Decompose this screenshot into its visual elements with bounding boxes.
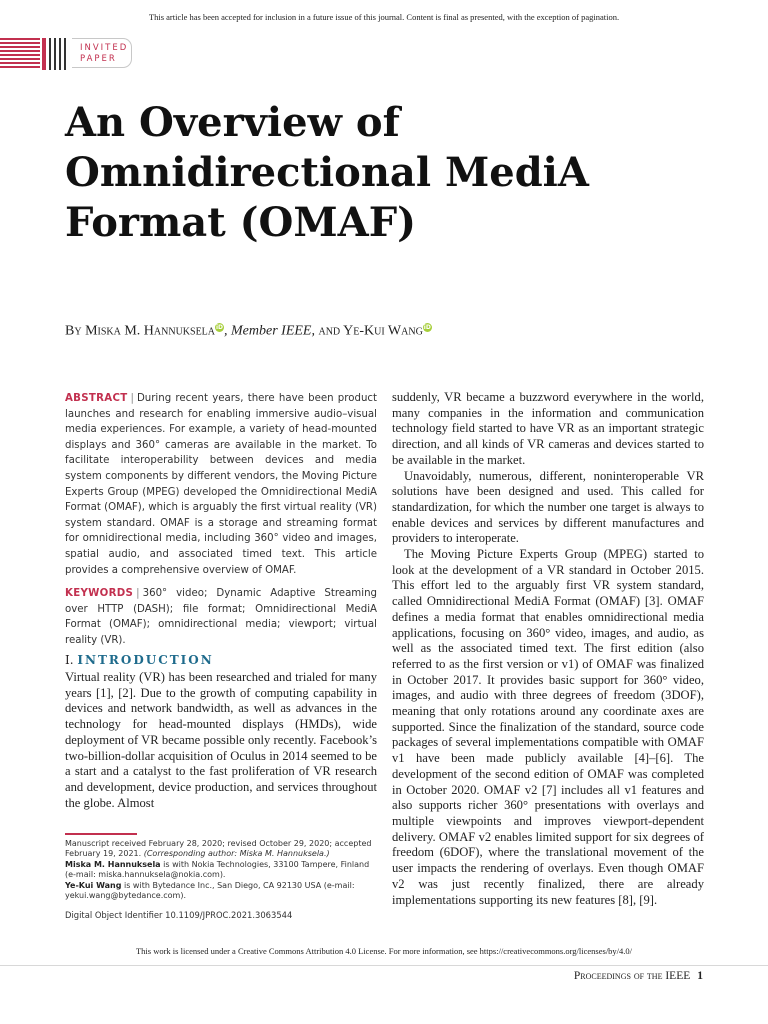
byline-and: and bbox=[314, 323, 344, 339]
acceptance-notice: This article has been accepted for inclusion in a future issue of this journal. Content is final as presented, with the exception of pagination. bbox=[148, 12, 620, 22]
orcid-icon[interactable]: iD bbox=[423, 324, 431, 331]
badge-bar-decoration bbox=[42, 38, 46, 70]
orcid-icon[interactable]: iD bbox=[215, 324, 224, 331]
member-ieee-label: , Member IEEE, bbox=[224, 323, 315, 339]
doi-identifier[interactable]: Digital Object Identifier 10.1109/JPROC.2021.3063544 bbox=[65, 910, 293, 920]
abstract bbox=[65, 391, 377, 578]
badge-line-1: INVITED bbox=[80, 43, 129, 53]
byline-by: By bbox=[65, 323, 82, 339]
abstract-label: ABSTRACT bbox=[65, 393, 128, 404]
badge-stripes-decoration bbox=[0, 38, 40, 70]
page-number: 1 bbox=[697, 970, 703, 982]
footnote-author-2 bbox=[65, 881, 377, 902]
abstract-separator: | bbox=[130, 393, 134, 404]
badge-label-box bbox=[72, 38, 132, 68]
intro-paragraph-3: The Moving Picture Experts Group (MPEG) started to look at the development of a VR standard in October 2015. This effort led to the arguably first VR system standard, called Omnidirectional MediA Format (OMAF) [3]. OMAF defines a media format that enables omnidirectional media applications, focusing on 360° video, images, and audio, as well as the associated timed text. The first edition (also referred to as the first version or v1) of OMAF was finalized in October 2017. It provides basic support for 360° video, images, and audio with three degrees of freedom (3DOF), meaning that only rotations around any coordinate axes are supported. Since the finalization of the standard, source code packages of several implementations compatible with OMAF v1 have been made publicly available [4]–[6]. The development of the second edition of OMAF was completed in October 2020. OMAF v2 [7] includes all v1 features and also supports richer 360° presentations with overlays and multiple viewpoints and improves viewport-dependent delivery. OMAF v2 enables limited support for six degrees of freedom (6DOF), where the translational movement of the user impacts the rendering of overlays. Even though OMAF v2 was just recently finalized, there are already implementations supporting its new features [8], [9]. bbox=[392, 547, 704, 907]
keywords-separator: | bbox=[136, 588, 140, 599]
keywords bbox=[65, 586, 377, 648]
author-1-name: Miska M. Hannuksela bbox=[85, 323, 216, 339]
footnote-divider bbox=[65, 833, 137, 835]
right-column bbox=[392, 390, 704, 908]
license-notice: This work is licensed under a Creative Commons Attribution 4.0 License. For more information, see https://creativecommons.org/licenses/by/4.0/ bbox=[135, 946, 633, 956]
intro-paragraph-2: Unavoidably, numerous, different, noninteroperable VR solutions have been designed and used. This called for standardization, for which the number one target is always to enable devices and services by different manufactures and providers to interoperate. bbox=[392, 468, 704, 546]
footnotes bbox=[65, 839, 377, 901]
intro-paragraph-left: Virtual reality (VR) has been researched and trialed for many years [1], [2]. Due to the growth of computing capability in devices and network bandwidth, as well as advances in the technology for head-mounted displays (HMDs), wide deployment of VR became possible only recently. Facebook’s two-billion-dollar acquisition of Oculus in 2014 seemed to be a start and a catalyst to the fast proliferation of VR research and development, device production, and services throughout the globe. Almost bbox=[65, 670, 377, 810]
page-footer bbox=[574, 970, 703, 982]
keywords-text: 360° video; Dynamic Adaptive Streaming over HTTP (DASH); file format; Omnidirectional MediA Format (OMAF); omnidirectional media; viewport; virtual reality (VR). bbox=[65, 588, 377, 646]
footnote-received: Manuscript received February 28, 2020; revised October 29, 2020; accepted February 19, 2021. bbox=[65, 839, 372, 859]
badge-barcode-decoration bbox=[49, 38, 69, 70]
section-number: I. bbox=[65, 653, 74, 667]
footnote-author-2-affiliation: is with Bytedance Inc., San Diego, CA 92130 USA (e-mail: yekui.wang@bytedance.com). bbox=[65, 880, 355, 901]
invited-paper-badge bbox=[0, 37, 140, 71]
badge-line-2: PAPER bbox=[80, 54, 117, 64]
author-2-name: Ye-Kui Wang bbox=[343, 323, 423, 339]
keywords-label: KEYWORDS bbox=[65, 588, 134, 599]
section-heading-introduction bbox=[65, 653, 214, 667]
footnote-author-2-name: Ye-Kui Wang bbox=[65, 880, 122, 890]
footnote-manuscript bbox=[65, 839, 377, 860]
abstract-text: During recent years, there have been product launches and research for enabling immersive audio–visual media experiences. For example, a variety of head-mounted displays and 360° cameras are available in the market. To facilitate interoperability between devices and media system components by different vendors, the Moving Picture Experts Group (MPEG) developed the Omnidirectional MediA Format (OMAF), which is arguably the first virtual reality (VR) system standard. OMAF is a storage and streaming format for omnidirectional media, including 360° video and images, spatial audio, and associated timed text. This article provides a comprehensive overview of OMAF. bbox=[65, 393, 377, 576]
author-byline bbox=[65, 323, 432, 340]
footnote-corresponding-author: (Corresponding author: Miska M. Hannuksela.) bbox=[143, 849, 330, 859]
section-title: INTRODUCTION bbox=[77, 653, 214, 667]
footnote-author-1-name: Miska M. Hannuksela bbox=[65, 859, 161, 869]
intro-paragraph-continued: suddenly, VR became a buzzword everywhere in the world, many companies in the information and communication technology field started to have VR as an important strategic direction, and all kinds of VR cameras and devices started to be available in the market. bbox=[392, 390, 704, 467]
footer-divider bbox=[0, 965, 768, 966]
footnote-author-1-affiliation: is with Nokia Technologies, 33100 Tampere, Finland (e-mail: miska.hannuksela@nokia.com). bbox=[65, 859, 370, 880]
footnote-author-1 bbox=[65, 860, 377, 881]
journal-name: Proceedings of the IEEE bbox=[573, 970, 691, 982]
article-title: An Overview of Omnidirectional MediA Format (OMAF) bbox=[65, 99, 589, 246]
